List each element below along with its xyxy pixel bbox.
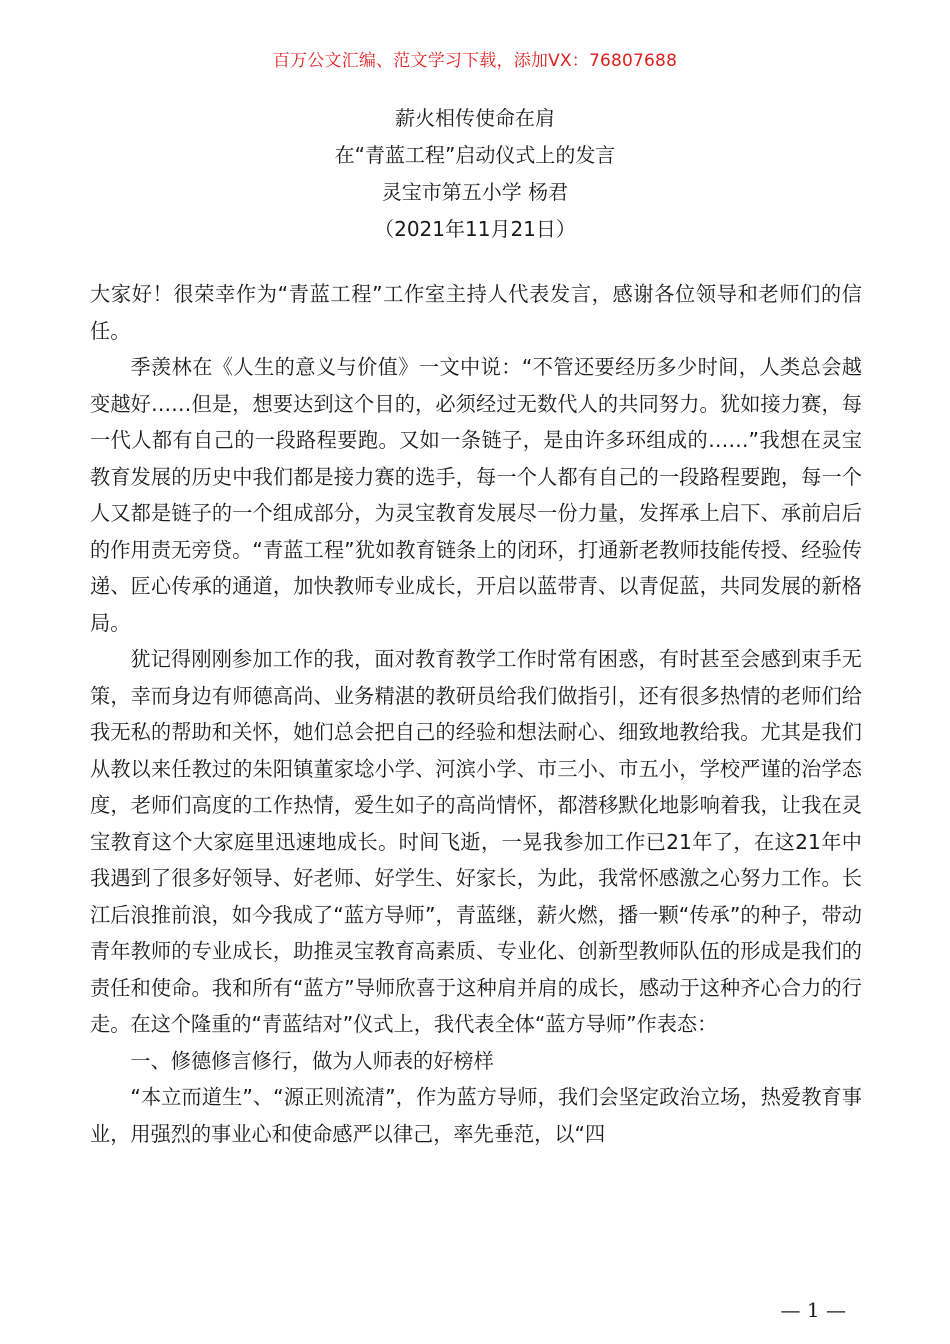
document-header: [0, 100, 950, 248]
page-number: — 1 —: [780, 1298, 846, 1322]
paragraph: 季羡林在《人生的意义与价值》一文中说：“不管还要经历多少时间，人类总会越变越好……但是，想要达到这个目的，必须经过无数代人的共同努力。犹如接力赛，每一代人都有自己的一段路程要跑。又如一条链子，是由许多环组成的……”我想在灵宝教育发展的历史中我们都是接力赛的选手，每一个人都有自己的一段路程要跑，每一个人又都是链子的一个组成部分，为灵宝教育发展尽一份力量，发挥承上启下、承前启后的作用责无旁贷。“青蓝工程”犹如教育链条上的闭环，打通新老教师技能传授、经验传递、匠心传承的通道，加快教师专业成长，开启以蓝带青、以青促蓝，共同发展的新格局。: [90, 355, 862, 635]
document-body: [90, 276, 862, 1152]
document-author: 灵宝市第五小学 杨君: [381, 180, 569, 204]
paragraph-greeting: 大家好！很荣幸作为“青蓝工程”工作室主持人代表发言，感谢各位领导和老师们的信任。: [90, 282, 862, 343]
document-subtitle: 在“青蓝工程”启动仪式上的发言: [334, 143, 616, 167]
paragraph: 犹记得刚刚参加工作的我，面对教育教学工作时常有困惑，有时甚至会感到束手无策，幸而身边有师德高尚、业务精湛的教研员给我们做指引，还有很多热情的老师们给我无私的帮助和关怀，她们总会把自己的经验和想法耐心、细致地教给我。尤其是我们从教以来任教过的朱阳镇董家埝小学、河滨小学、市三小、市五小，学校严谨的治学态度，老师们高度的工作热情，爱生如子的高尚情怀，都潜移默化地影响着我，让我在灵宝教育这个大家庭里迅速地成长。时间飞逝，一晃我参加工作已21年了，在这21年中我遇到了很多好领导、好老师、好学生、好家长，为此，我常怀感激之心努力工作。长江后浪推前浪，如今我成了“蓝方导师”，青蓝继，薪火燃，播一颗“传承”的种子，带动青年教师的专业成长，助推灵宝教育高素质、专业化、创新型教师队伍的形成是我们的责任和使命。我和所有“蓝方”导师欣喜于这种肩并肩的成长，感动于这种齐心合力的行走。在这个隆重的“青蓝结对”仪式上，我代表全体“蓝方导师”作表态：: [90, 647, 862, 1036]
document-date: （2021年11月21日）: [374, 217, 576, 241]
paragraph: “本立而道生”、“源正则流清”，作为蓝方导师，我们会坚定政治立场，热爱教育事业，用强烈的事业心和使命感严以律己，率先垂范，以“四: [90, 1085, 862, 1146]
download-banner: 百万公文汇编、范文学习下载，添加VX：76807688: [272, 51, 678, 71]
document-title: 薪火相传使命在肩: [395, 106, 555, 130]
section-heading: 一、修德修言修行，做为人师表的好榜样: [130, 1048, 494, 1073]
